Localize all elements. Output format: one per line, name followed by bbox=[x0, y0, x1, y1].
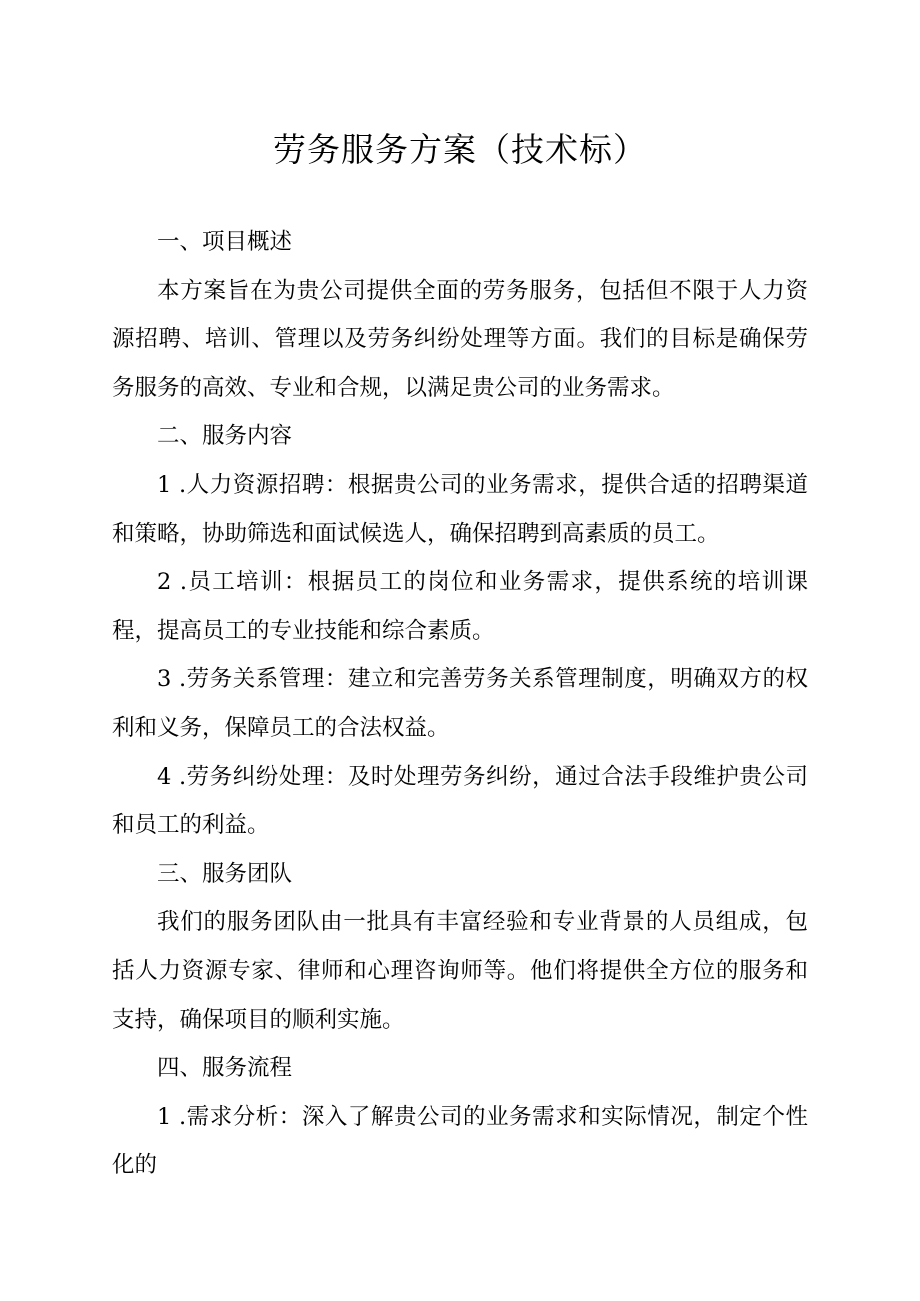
section-heading-overview: 一、项目概述 bbox=[157, 229, 293, 255]
section-heading-service-content: 二、服务内容 bbox=[157, 423, 293, 450]
section-heading-service-process: 四、服务流程 bbox=[157, 1055, 293, 1082]
list-item-recruitment: 1 .人力资源招聘：根据贵公司的业务需求，提供合适的招聘渠道和策略，协助筛选和面试候选人，确保招聘到高素质的员工。 bbox=[112, 471, 808, 547]
paragraph-service-team: 我们的服务团队由一批具有丰富经验和专业背景的人员组成，包括人力资源专家、律师和心理咨询师等。他们将提供全方位的服务和支持，确保项目的顺利实施。 bbox=[112, 909, 808, 1033]
section-heading-service-team: 三、服务团队 bbox=[157, 860, 293, 887]
list-item-needs-analysis: 1 .需求分析：深入了解贵公司的业务需求和实际情况，制定个性化的 bbox=[112, 1103, 808, 1179]
list-item-relations-management: 3 .劳务关系管理：建立和完善劳务关系管理制度，明确双方的权利和义务，保障员工的合法权益。 bbox=[112, 666, 808, 741]
list-item-training: 2 .员工培训：根据员工的岗位和业务需求，提供系统的培训课程，提高员工的专业技能和综合素质。 bbox=[112, 569, 808, 644]
paragraph-overview: 本方案旨在为贵公司提供全面的劳务服务，包括但不限于人力资源招聘、培训、管理以及劳务纠纷处理等方面。我们的目标是确保劳务服务的高效、专业和合规，以满足贵公司的业务需求。 bbox=[112, 277, 808, 401]
document-title: 劳务服务方案（技术标） bbox=[273, 130, 647, 169]
list-item-dispute-handling: 4 .劳务纠纷处理：及时处理劳务纠纷，通过合法手段维护贵公司和员工的利益。 bbox=[112, 763, 808, 839]
document-body bbox=[112, 218, 808, 1190]
